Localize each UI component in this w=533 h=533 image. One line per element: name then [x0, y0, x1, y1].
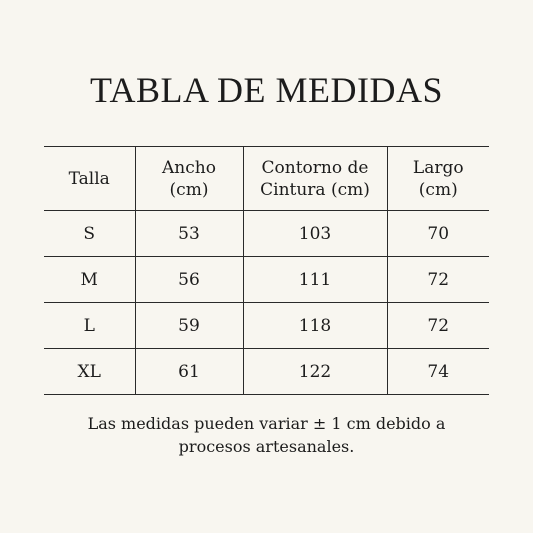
cell-size: XL	[44, 349, 135, 395]
header-width-unit: (cm)	[169, 179, 209, 200]
table-row	[44, 211, 489, 257]
cell-length: 74	[387, 349, 489, 395]
cell-waist: 118	[243, 303, 387, 349]
note-line-1: Las medidas pueden variar ± 1 cm debido a	[87, 414, 446, 433]
note-line-2: procesos artesanales.	[178, 437, 355, 456]
table-row	[44, 257, 489, 303]
table-row	[44, 303, 489, 349]
cell-size: L	[44, 303, 135, 349]
header-width	[135, 147, 243, 211]
table-row	[44, 349, 489, 395]
cell-length: 72	[387, 257, 489, 303]
cell-length: 72	[387, 303, 489, 349]
header-size-label: Talla	[68, 168, 110, 189]
size-chart-table	[44, 146, 489, 395]
page-title: TABLA DE MEDIDAS	[89, 70, 444, 110]
header-length-unit: (cm)	[418, 179, 458, 200]
cell-waist: 122	[243, 349, 387, 395]
cell-width: 59	[135, 303, 243, 349]
cell-size: M	[44, 257, 135, 303]
header-width-label: Ancho	[162, 157, 216, 178]
cell-width: 56	[135, 257, 243, 303]
header-waist-unit: Cintura (cm)	[260, 179, 370, 200]
header-waist	[243, 147, 387, 211]
header-length-label: Largo	[412, 157, 464, 178]
cell-width: 61	[135, 349, 243, 395]
cell-waist: 103	[243, 211, 387, 257]
cell-size: S	[44, 211, 135, 257]
cell-length: 70	[387, 211, 489, 257]
header-size	[44, 147, 135, 211]
cell-waist: 111	[243, 257, 387, 303]
header-length	[387, 147, 489, 211]
cell-width: 53	[135, 211, 243, 257]
measurement-note	[0, 412, 533, 458]
header-waist-label: Contorno de	[261, 157, 369, 178]
table-header-row	[44, 147, 489, 211]
